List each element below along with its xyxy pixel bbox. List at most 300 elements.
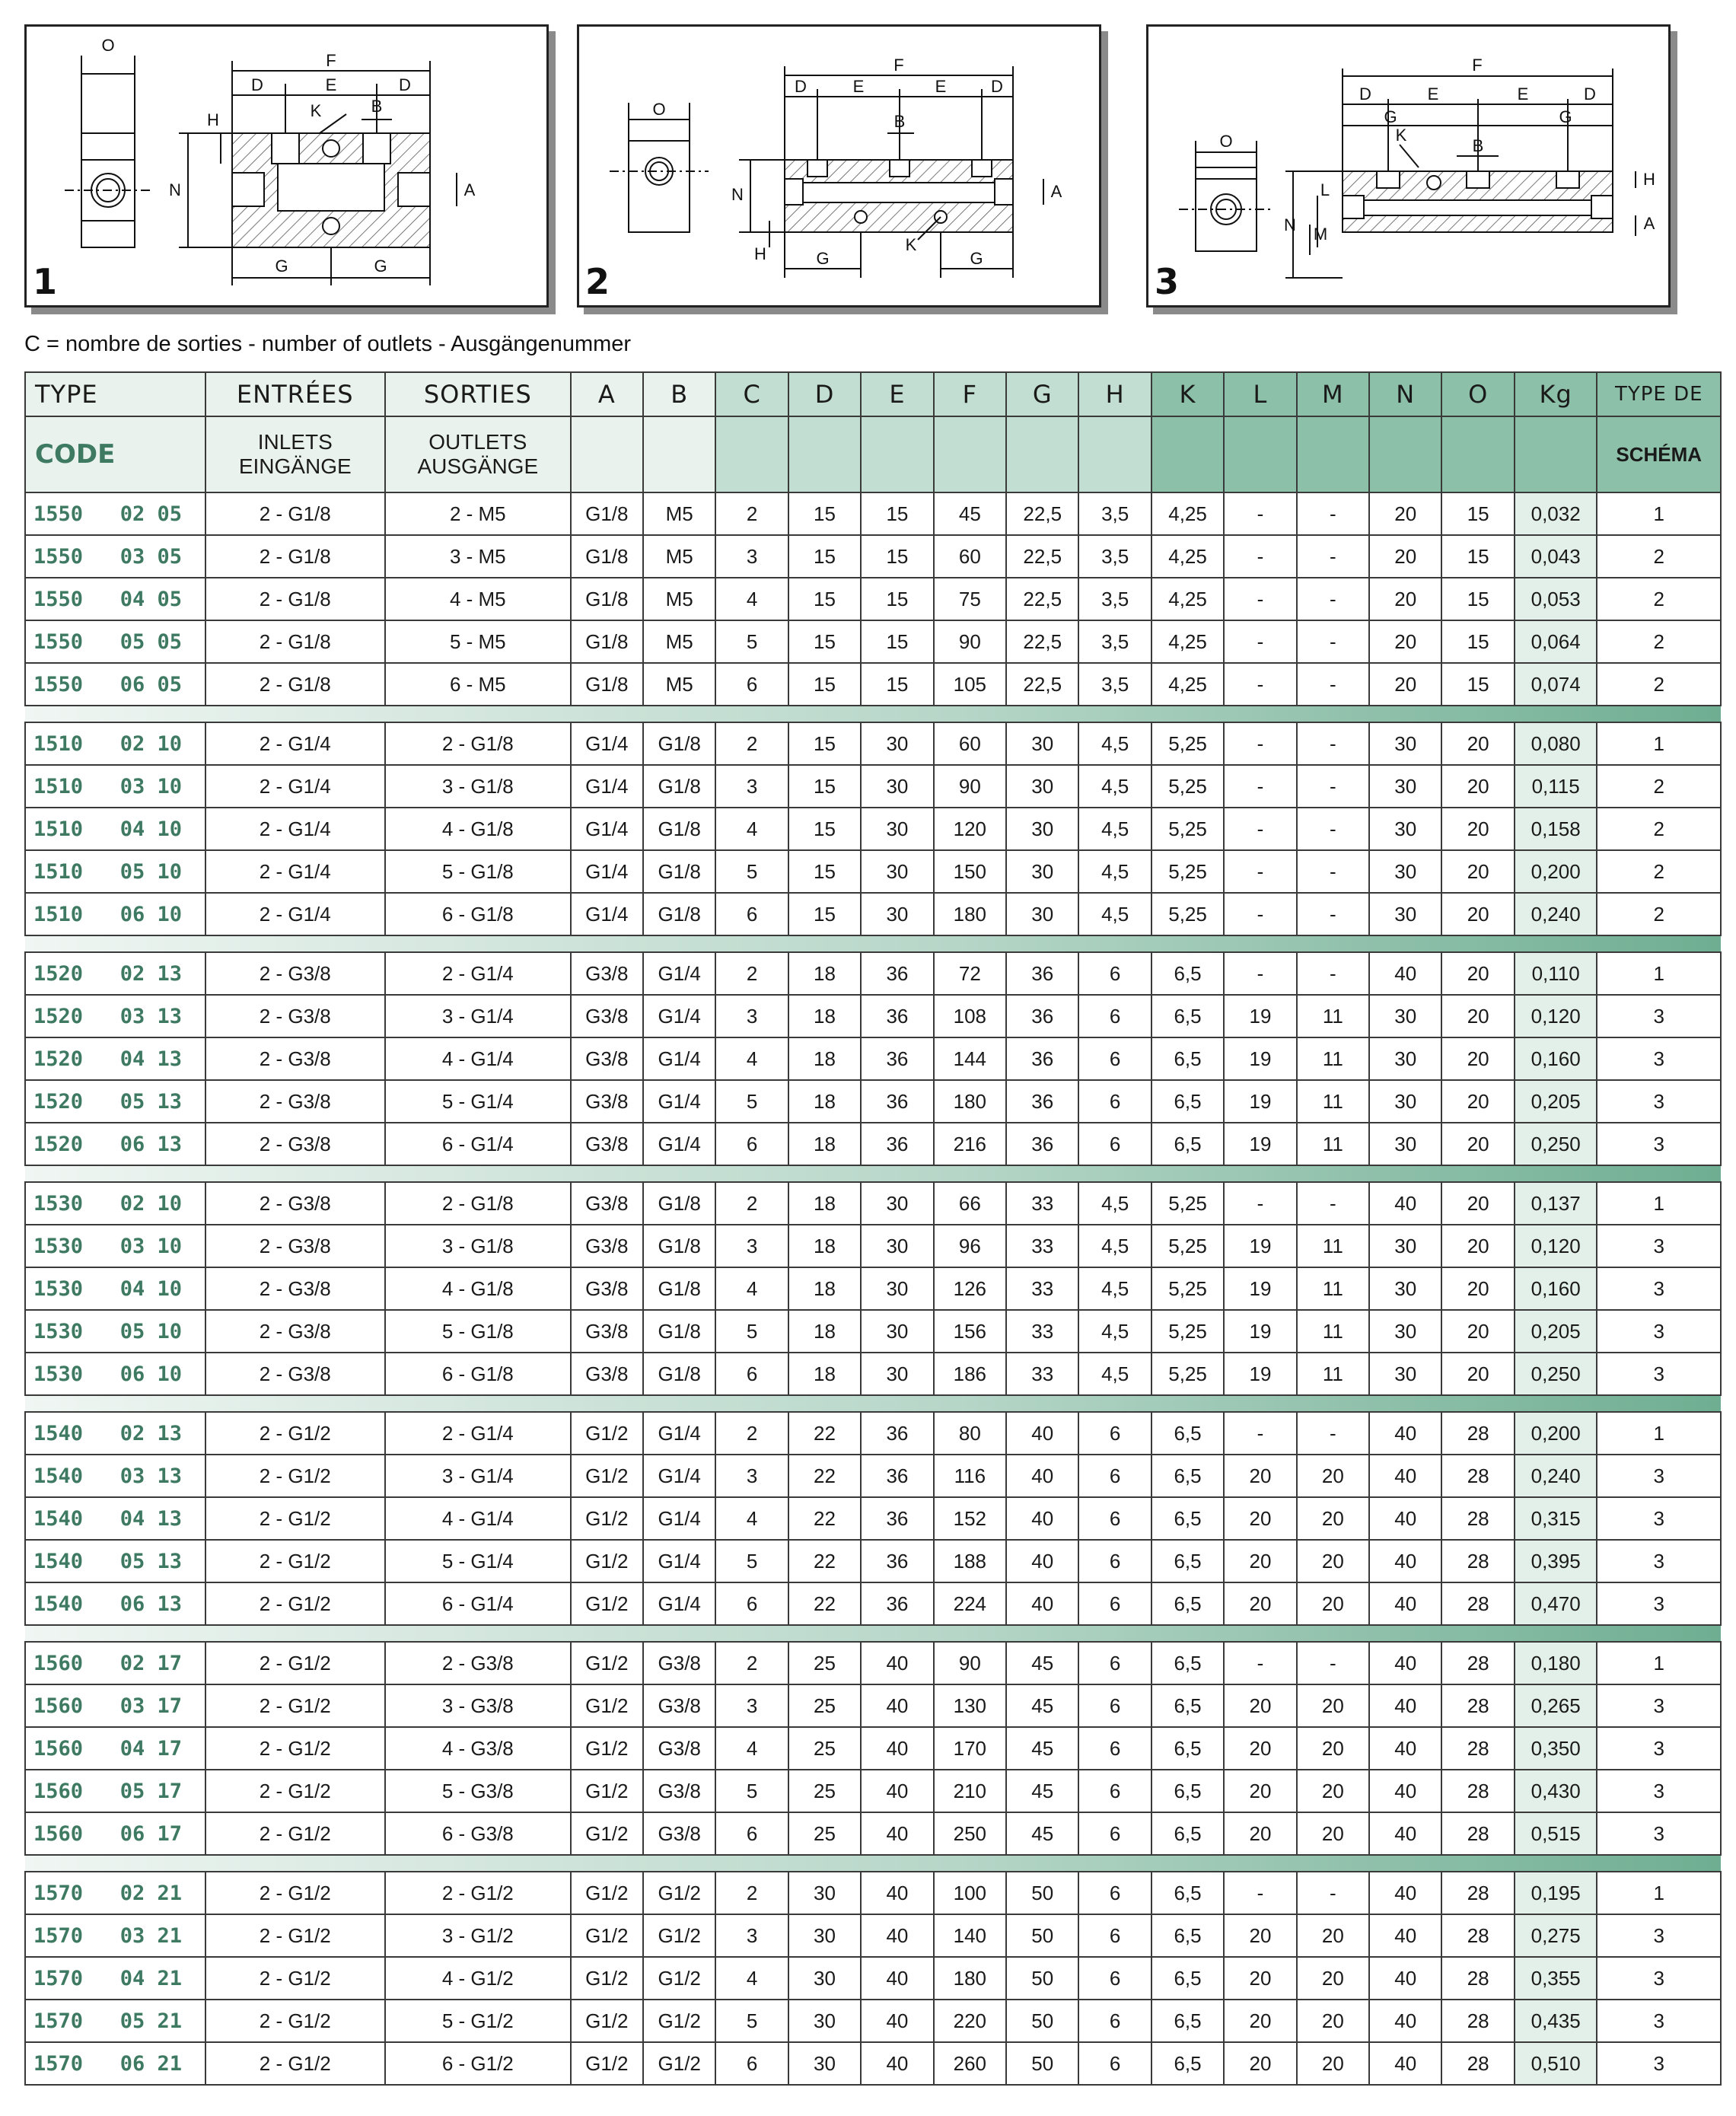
table-cell: 28: [1441, 1770, 1514, 1812]
table-cell: 30: [788, 1957, 861, 2000]
table-cell: 30: [861, 1225, 933, 1267]
table-cell: 0,355: [1515, 1957, 1597, 2000]
table-cell: 3 - G3/8: [385, 1684, 571, 1727]
table-cell: 15: [861, 492, 933, 535]
table-cell: 6,5: [1151, 1540, 1224, 1582]
table-cell: 28: [1441, 1957, 1514, 2000]
table-cell: G1/8: [571, 492, 643, 535]
table-cell: 3: [1597, 2042, 1721, 2085]
table-cell: 2: [715, 492, 788, 535]
product-code: 1520 06 13: [25, 1123, 205, 1165]
table-cell: 140: [934, 1914, 1006, 1957]
table-cell: 0,200: [1515, 1412, 1597, 1455]
product-code: 1540 03 13: [25, 1455, 205, 1497]
diagram-1-label: G: [374, 257, 387, 276]
table-cell: 6,5: [1151, 1455, 1224, 1497]
diagram-2-label: E: [935, 77, 947, 96]
table-cell: 4,5: [1078, 1182, 1151, 1225]
table-row: [25, 1872, 1721, 1914]
table-cell: 6,5: [1151, 1684, 1224, 1727]
table-cell: 28: [1441, 1540, 1514, 1582]
table-cell: G1/2: [643, 2042, 715, 2085]
table-cell: 6: [715, 1123, 788, 1165]
table-cell: 2 - G1/4: [385, 952, 571, 995]
table-cell: 45: [934, 492, 1006, 535]
table-cell: 3: [1597, 1455, 1721, 1497]
table-cell: 3: [1597, 1225, 1721, 1267]
table-cell: G1/8: [643, 765, 715, 808]
table-cell: 2: [1597, 850, 1721, 893]
table-cell: 5: [715, 1770, 788, 1812]
table-cell: 0,043: [1515, 535, 1597, 578]
table-cell: 5,25: [1151, 1182, 1224, 1225]
table-cell: 0,074: [1515, 663, 1597, 706]
table-cell: G1/8: [643, 1310, 715, 1353]
table-cell: 15: [861, 578, 933, 620]
table-cell: 4 - G1/2: [385, 1957, 571, 2000]
table-cell: 5 - G1/2: [385, 2000, 571, 2042]
table-cell: 2 - G1/2: [205, 2000, 386, 2042]
product-code: 1550 06 05: [25, 663, 205, 706]
table-cell: 105: [934, 663, 1006, 706]
table-cell: G1/8: [643, 1182, 715, 1225]
table-cell: 6 - M5: [385, 663, 571, 706]
table-row: [25, 995, 1721, 1037]
table-cell: 2 - G1/2: [205, 1497, 386, 1540]
table-cell: G1/2: [571, 1872, 643, 1914]
table-cell: G1/8: [643, 1267, 715, 1310]
table-cell: 4: [715, 578, 788, 620]
table-cell: 0,515: [1515, 1812, 1597, 1855]
table-cell: 2 - G1/2: [205, 1582, 386, 1625]
schema-header: SCHÉMA: [1597, 416, 1721, 492]
table-cell: 18: [788, 952, 861, 995]
header-blank: [788, 416, 861, 492]
col-header: N: [1369, 372, 1441, 416]
separator-band: [25, 706, 1721, 722]
col-header: ENTRÉES: [205, 372, 386, 416]
table-cell: 40: [1006, 1455, 1078, 1497]
table-body: [25, 492, 1721, 2085]
table-cell: 6,5: [1151, 1812, 1224, 1855]
table-cell: G1/4: [571, 722, 643, 765]
table-cell: G1/4: [571, 808, 643, 850]
table-cell: 30: [1369, 1310, 1441, 1353]
table-cell: 20: [1297, 2042, 1369, 2085]
diagram-2: [577, 24, 1101, 308]
table-cell: 3: [715, 1914, 788, 1957]
table-cell: 30: [861, 808, 933, 850]
product-code: 1560 03 17: [25, 1684, 205, 1727]
table-cell: 30: [1369, 1123, 1441, 1165]
table-cell: 4,25: [1151, 663, 1224, 706]
table-cell: G1/4: [643, 1540, 715, 1582]
table-cell: 28: [1441, 1582, 1514, 1625]
table-cell: 2 - G3/8: [205, 1225, 386, 1267]
header-row: [25, 416, 1721, 492]
table-cell: 30: [861, 1267, 933, 1310]
table-cell: 3 - G1/8: [385, 1225, 571, 1267]
table-cell: 6: [1078, 2000, 1151, 2042]
table-cell: 0,180: [1515, 1642, 1597, 1684]
table-cell: 20: [1297, 1957, 1369, 2000]
table-cell: 0,275: [1515, 1914, 1597, 1957]
table-cell: G3/8: [571, 1225, 643, 1267]
table-row: [25, 492, 1721, 535]
table-cell: 20: [1441, 1353, 1514, 1395]
table-cell: 0,430: [1515, 1770, 1597, 1812]
table-cell: 6,5: [1151, 1727, 1224, 1770]
table-cell: 4,5: [1078, 722, 1151, 765]
table-cell: 6,5: [1151, 1080, 1224, 1123]
product-code: 1530 06 10: [25, 1353, 205, 1395]
table-cell: 3: [1597, 2000, 1721, 2042]
table-cell: 20: [1441, 1037, 1514, 1080]
table-cell: 3: [715, 1225, 788, 1267]
col-header: K: [1151, 372, 1224, 416]
table-cell: 36: [861, 995, 933, 1037]
table-cell: 224: [934, 1582, 1006, 1625]
table-cell: 18: [788, 1353, 861, 1395]
header-blank: [1151, 416, 1224, 492]
table-cell: 36: [861, 1037, 933, 1080]
table-row: [25, 620, 1721, 663]
table-cell: 40: [1369, 2042, 1441, 2085]
table-cell: 11: [1297, 995, 1369, 1037]
table-cell: 6: [1078, 1412, 1151, 1455]
col-header: G: [1006, 372, 1078, 416]
table-cell: G3/8: [643, 1770, 715, 1812]
diagram-1-label: D: [399, 75, 411, 94]
table-cell: 130: [934, 1684, 1006, 1727]
table-cell: 28: [1441, 2000, 1514, 2042]
table-cell: 0,265: [1515, 1684, 1597, 1727]
table-cell: 50: [1006, 1872, 1078, 1914]
header-blank: [1515, 416, 1597, 492]
table-cell: 4,5: [1078, 893, 1151, 935]
diagram-3-label: N: [1284, 215, 1296, 234]
table-cell: 25: [788, 1684, 861, 1727]
table-cell: 18: [788, 1037, 861, 1080]
table-cell: 6,5: [1151, 1123, 1224, 1165]
table-cell: 6 - G1/8: [385, 893, 571, 935]
col-header: H: [1078, 372, 1151, 416]
table-cell: 0,395: [1515, 1540, 1597, 1582]
table-cell: 19: [1224, 1267, 1296, 1310]
table-cell: 1: [1597, 1872, 1721, 1914]
table-cell: 40: [1369, 1684, 1441, 1727]
table-cell: 1: [1597, 1182, 1721, 1225]
table-cell: 2 - G1/4: [205, 893, 386, 935]
table-cell: 6: [715, 2042, 788, 2085]
diagram-3-label: D: [1359, 84, 1371, 104]
table-cell: 40: [861, 1642, 933, 1684]
table-cell: 15: [861, 663, 933, 706]
table-cell: 28: [1441, 1914, 1514, 1957]
table-cell: G1/4: [643, 995, 715, 1037]
table-cell: 2 - G3/8: [205, 1267, 386, 1310]
table-cell: 28: [1441, 1684, 1514, 1727]
table-cell: 30: [1006, 765, 1078, 808]
table-cell: G1/8: [571, 535, 643, 578]
table-cell: 20: [1369, 492, 1441, 535]
table-cell: 3: [715, 995, 788, 1037]
product-code: 1530 04 10: [25, 1267, 205, 1310]
table-cell: 15: [788, 893, 861, 935]
table-cell: -: [1297, 535, 1369, 578]
table-cell: 36: [1006, 952, 1078, 995]
diagram-2-label: D: [795, 77, 807, 96]
table-cell: G1/2: [571, 1684, 643, 1727]
table-cell: 6: [1078, 952, 1151, 995]
diagram-2-number: 2: [585, 261, 610, 302]
table-cell: 2: [1597, 620, 1721, 663]
table-cell: -: [1297, 765, 1369, 808]
table-cell: G1/2: [643, 1872, 715, 1914]
table-cell: 20: [1224, 1582, 1296, 1625]
table-cell: 30: [1006, 722, 1078, 765]
table-cell: 40: [861, 1914, 933, 1957]
table-cell: 20: [1224, 1770, 1296, 1812]
diagram-1-label: F: [326, 51, 336, 70]
table-cell: 20: [1369, 620, 1441, 663]
table-cell: 2 - G3/8: [205, 1037, 386, 1080]
table-cell: 0,158: [1515, 808, 1597, 850]
table-cell: 40: [1369, 1455, 1441, 1497]
table-cell: 5 - G1/8: [385, 850, 571, 893]
table-cell: 4 - M5: [385, 578, 571, 620]
table-cell: -: [1297, 722, 1369, 765]
diagram-3-number: 3: [1155, 261, 1180, 302]
table-cell: 20: [1297, 1497, 1369, 1540]
table-row: [25, 1412, 1721, 1455]
table-cell: 2 - G1/4: [205, 808, 386, 850]
product-code: 1530 05 10: [25, 1310, 205, 1353]
table-cell: -: [1297, 578, 1369, 620]
table-cell: 30: [1006, 808, 1078, 850]
group-separator: [25, 706, 1721, 722]
table-cell: 15: [861, 620, 933, 663]
table-cell: 5: [715, 1310, 788, 1353]
table-cell: 45: [1006, 1727, 1078, 1770]
header-blank: [643, 416, 715, 492]
table-cell: G1/4: [643, 1455, 715, 1497]
product-code: 1540 05 13: [25, 1540, 205, 1582]
table-cell: 180: [934, 1957, 1006, 2000]
table-cell: 3 - M5: [385, 535, 571, 578]
table-cell: 30: [861, 765, 933, 808]
table-cell: 6,5: [1151, 1872, 1224, 1914]
header-blank: [1006, 416, 1078, 492]
separator-band: [25, 935, 1721, 952]
table-cell: 18: [788, 1310, 861, 1353]
table-cell: 3: [1597, 1957, 1721, 2000]
table-cell: 2 - G1/2: [205, 2042, 386, 2085]
table-cell: 20: [1297, 2000, 1369, 2042]
col-header: TYPE: [25, 372, 205, 416]
table-cell: 2 - G1/4: [205, 850, 386, 893]
table-cell: 40: [1369, 1182, 1441, 1225]
table-cell: 20: [1441, 1267, 1514, 1310]
table-cell: 2 - G1/2: [205, 1914, 386, 1957]
header-blank: [571, 416, 643, 492]
table-cell: 108: [934, 995, 1006, 1037]
table-cell: 33: [1006, 1310, 1078, 1353]
header-blank: [1297, 416, 1369, 492]
table-cell: 75: [934, 578, 1006, 620]
table-cell: 1: [1597, 1412, 1721, 1455]
table-cell: 30: [788, 2000, 861, 2042]
table-cell: 15: [788, 850, 861, 893]
table-cell: 22,5: [1006, 620, 1078, 663]
table-cell: 30: [861, 850, 933, 893]
table-cell: 25: [788, 1642, 861, 1684]
table-row: [25, 1455, 1721, 1497]
table-cell: 5: [715, 620, 788, 663]
table-cell: 3: [715, 765, 788, 808]
table-cell: 4,25: [1151, 620, 1224, 663]
table-cell: 20: [1297, 1727, 1369, 1770]
table-cell: 22: [788, 1455, 861, 1497]
table-cell: 2 - G1/2: [205, 1540, 386, 1582]
table-cell: 15: [788, 722, 861, 765]
table-cell: G3/8: [643, 1684, 715, 1727]
table-cell: 116: [934, 1455, 1006, 1497]
table-cell: 4: [715, 1727, 788, 1770]
col-header: Kg: [1515, 372, 1597, 416]
table-cell: 1: [1597, 1642, 1721, 1684]
diagram-2-label: D: [991, 77, 1003, 96]
table-cell: 216: [934, 1123, 1006, 1165]
table-cell: 220: [934, 2000, 1006, 2042]
table-cell: 72: [934, 952, 1006, 995]
table-cell: 2 - G3/8: [205, 1123, 386, 1165]
diagram-2-label: B: [893, 112, 906, 131]
table-cell: 30: [861, 1310, 933, 1353]
table-cell: G1/4: [643, 1582, 715, 1625]
table-cell: 186: [934, 1353, 1006, 1395]
inlets-header: [205, 416, 386, 492]
table-cell: G1/8: [643, 1353, 715, 1395]
table-cell: 6,5: [1151, 995, 1224, 1037]
table-cell: 19: [1224, 1123, 1296, 1165]
table-cell: 36: [1006, 995, 1078, 1037]
table-cell: 30: [1369, 808, 1441, 850]
table-cell: 20: [1441, 1182, 1514, 1225]
table-cell: G1/4: [643, 1412, 715, 1455]
table-cell: 19: [1224, 1037, 1296, 1080]
table-cell: -: [1224, 1412, 1296, 1455]
table-cell: 20: [1297, 1770, 1369, 1812]
table-cell: 5,25: [1151, 1310, 1224, 1353]
table-cell: G1/2: [571, 1914, 643, 1957]
table-row: [25, 1582, 1721, 1625]
table-cell: G1/2: [571, 1727, 643, 1770]
table-cell: G1/4: [571, 893, 643, 935]
table-cell: 126: [934, 1267, 1006, 1310]
table-cell: 22: [788, 1582, 861, 1625]
product-code: 1540 06 13: [25, 1582, 205, 1625]
table-cell: 0,053: [1515, 578, 1597, 620]
table-cell: 36: [861, 1080, 933, 1123]
table-cell: 2 - G1/2: [205, 1727, 386, 1770]
diagram-3: [1146, 24, 1671, 308]
diagram-2-drawing: [579, 27, 1099, 305]
table-cell: 25: [788, 1770, 861, 1812]
table-cell: 6: [1078, 1914, 1151, 1957]
table-cell: 0,240: [1515, 1455, 1597, 1497]
table-cell: 36: [861, 952, 933, 995]
table-cell: 45: [1006, 1684, 1078, 1727]
table-cell: G1/8: [643, 850, 715, 893]
table-cell: 3: [715, 535, 788, 578]
table-cell: 4,5: [1078, 1267, 1151, 1310]
table-cell: G1/8: [643, 722, 715, 765]
table-cell: 20: [1297, 1455, 1369, 1497]
col-header: TYPE DE: [1597, 372, 1721, 416]
table-row: [25, 1310, 1721, 1353]
table-row: [25, 1182, 1721, 1225]
table-cell: 22: [788, 1540, 861, 1582]
table-cell: 6 - G1/2: [385, 2042, 571, 2085]
table-cell: 3: [1597, 1123, 1721, 1165]
table-cell: 30: [861, 1182, 933, 1225]
table-row: [25, 893, 1721, 935]
table-cell: 20: [1441, 1080, 1514, 1123]
col-header: L: [1224, 372, 1296, 416]
table-cell: 20: [1297, 1914, 1369, 1957]
table-cell: 30: [788, 1914, 861, 1957]
table-cell: 11: [1297, 1267, 1369, 1310]
table-row: [25, 663, 1721, 706]
table-cell: 4 - G1/8: [385, 808, 571, 850]
table-cell: 20: [1224, 1957, 1296, 2000]
col-header: A: [571, 372, 643, 416]
col-header: B: [643, 372, 715, 416]
table-cell: 4: [715, 1267, 788, 1310]
table-cell: -: [1224, 808, 1296, 850]
table-cell: 4: [715, 1037, 788, 1080]
table-cell: G3/8: [643, 1642, 715, 1684]
product-code: 1530 03 10: [25, 1225, 205, 1267]
table-cell: 40: [1006, 1412, 1078, 1455]
table-cell: 40: [1006, 1497, 1078, 1540]
table-cell: 4,5: [1078, 765, 1151, 808]
table-cell: 3,5: [1078, 663, 1151, 706]
table-cell: 5 - M5: [385, 620, 571, 663]
table-cell: 6 - G1/8: [385, 1353, 571, 1395]
table-cell: 36: [861, 1497, 933, 1540]
table-cell: 20: [1369, 663, 1441, 706]
group-separator: [25, 1855, 1721, 1872]
table-cell: 188: [934, 1540, 1006, 1582]
table-cell: 36: [861, 1540, 933, 1582]
table-cell: 19: [1224, 1310, 1296, 1353]
table-cell: 30: [788, 1872, 861, 1914]
table-cell: 2 - G1/8: [205, 492, 386, 535]
table-cell: -: [1224, 1872, 1296, 1914]
table-cell: 2 - G1/8: [385, 1182, 571, 1225]
table-cell: 40: [861, 1727, 933, 1770]
col-header: O: [1441, 372, 1514, 416]
table-cell: 3: [1597, 1582, 1721, 1625]
table-cell: 3 - G1/4: [385, 1455, 571, 1497]
table-cell: 50: [1006, 2042, 1078, 2085]
table-cell: 170: [934, 1727, 1006, 1770]
table-row: [25, 808, 1721, 850]
table-cell: 15: [788, 492, 861, 535]
table-cell: 30: [1369, 765, 1441, 808]
